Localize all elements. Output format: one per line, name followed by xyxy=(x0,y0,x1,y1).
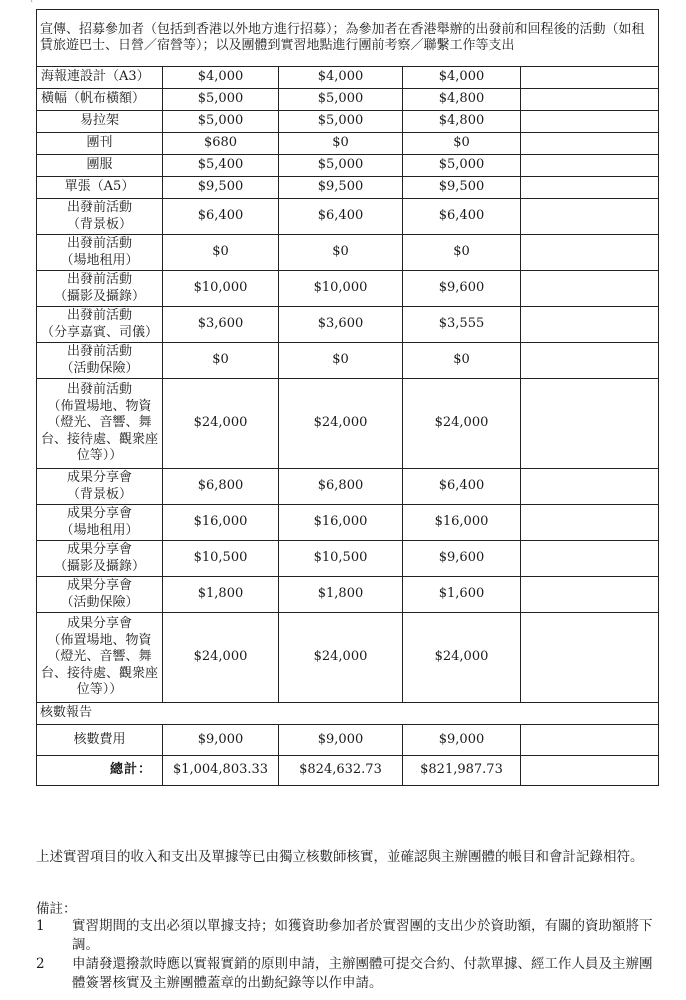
table-row xyxy=(37,725,659,756)
blank-cell xyxy=(521,505,659,541)
note-number: 1 xyxy=(36,918,45,934)
amount-cell: $9,000 xyxy=(403,725,521,756)
item-name-cell: 出發前活動 （佈置場地、物資 （燈光、音響、舞 台、接待處、觀衆座 位等）） xyxy=(37,379,163,469)
blank-cell xyxy=(521,177,659,199)
blank-cell xyxy=(521,111,659,133)
section-title: 核數報告 xyxy=(37,703,659,725)
amount-cell: $3,555 xyxy=(403,307,521,343)
amount-cell: $0 xyxy=(279,343,403,379)
item-name-cell: 成果分享會 （背景板） xyxy=(37,469,163,505)
table-row xyxy=(37,613,659,703)
blank-cell xyxy=(521,469,659,505)
table-row xyxy=(37,177,659,199)
table-row xyxy=(37,379,659,469)
amount-cell: $9,500 xyxy=(279,177,403,199)
amount-cell: $10,500 xyxy=(279,541,403,577)
amount-cell: $3,600 xyxy=(163,307,279,343)
section-row xyxy=(37,703,659,725)
amount-cell: $5,000 xyxy=(163,111,279,133)
blank-cell xyxy=(521,613,659,703)
blank-cell xyxy=(521,199,659,235)
amount-cell: $6,400 xyxy=(163,199,279,235)
amount-cell: $0 xyxy=(163,343,279,379)
item-name-cell: 成果分享會 （佈置場地、物資 （燈光、音響、舞 台、接待處、觀衆座 位等）） xyxy=(37,613,163,703)
amount-cell: $24,000 xyxy=(163,613,279,703)
table-row xyxy=(37,541,659,577)
amount-cell: $10,000 xyxy=(279,271,403,307)
blank-cell xyxy=(521,307,659,343)
amount-cell: $4,800 xyxy=(403,89,521,111)
amount-cell: $24,000 xyxy=(279,379,403,469)
amount-cell: $9,000 xyxy=(163,725,279,756)
amount-cell: $0 xyxy=(279,133,403,155)
amount-cell: $16,000 xyxy=(403,505,521,541)
amount-cell: $1,800 xyxy=(279,577,403,613)
audit-statement: 上述實習項目的收入和支出及單據等已由獨立核數師核實，並確認與主辦團體的帳目和會計記錄相符。 xyxy=(36,849,644,865)
amount-cell: $5,000 xyxy=(403,155,521,177)
amount-cell: $4,800 xyxy=(403,111,521,133)
table-row xyxy=(37,155,659,177)
amount-cell: $24,000 xyxy=(403,379,521,469)
item-name-cell: 出發前活動 （背景板） xyxy=(37,199,163,235)
note-number: 2 xyxy=(36,956,45,972)
total-amount: $1,004,803.33 xyxy=(163,756,279,786)
amount-cell: $5,000 xyxy=(279,155,403,177)
amount-cell: $4,000 xyxy=(163,67,279,89)
amount-cell: $6,800 xyxy=(279,469,403,505)
total-amount: $821,987.73 xyxy=(403,756,521,786)
amount-cell: $0 xyxy=(163,235,279,271)
amount-cell: $0 xyxy=(403,133,521,155)
blank-cell xyxy=(521,756,659,786)
item-name-cell: 橫幅（帆布橫額） xyxy=(37,89,163,111)
blank-cell xyxy=(521,133,659,155)
total-row xyxy=(37,756,659,786)
amount-cell: $0 xyxy=(279,235,403,271)
amount-cell: $10,000 xyxy=(163,271,279,307)
amount-cell: $24,000 xyxy=(279,613,403,703)
amount-cell: $0 xyxy=(403,343,521,379)
blank-cell xyxy=(521,155,659,177)
amount-cell: $1,600 xyxy=(403,577,521,613)
table-row xyxy=(37,343,659,379)
amount-cell: $9,600 xyxy=(403,541,521,577)
amount-cell: $9,600 xyxy=(403,271,521,307)
item-name-cell: 易拉架 xyxy=(37,111,163,133)
item-name-cell: 成果分享會 （場地租用） xyxy=(37,505,163,541)
blank-cell xyxy=(521,577,659,613)
total-label: 總計： xyxy=(37,756,163,786)
amount-cell: $680 xyxy=(163,133,279,155)
amount-cell: $3,600 xyxy=(279,307,403,343)
item-name-cell: 核數費用 xyxy=(37,725,163,756)
amount-cell: $9,500 xyxy=(403,177,521,199)
blank-cell xyxy=(521,343,659,379)
item-name-cell: 出發前活動 （分享嘉賓、司儀） xyxy=(37,307,163,343)
blank-cell xyxy=(521,235,659,271)
amount-cell: $1,800 xyxy=(163,577,279,613)
table-row xyxy=(37,235,659,271)
item-name-cell: 海報連設計（A3） xyxy=(37,67,163,89)
note-text: 申請發還撥款時應以實報實銷的原則申請，主辦團體可提交合約、付款單據、經工作人員及主辦團體簽署核實及主辦團體蓋章的出勤紀錄等以作申請。 xyxy=(72,956,653,991)
table-row xyxy=(37,271,659,307)
amount-cell: $10,500 xyxy=(163,541,279,577)
amount-cell: $6,400 xyxy=(403,199,521,235)
table-row xyxy=(37,89,659,111)
amount-cell: $4,000 xyxy=(403,67,521,89)
blank-cell xyxy=(521,379,659,469)
note-text: 實習期間的支出必須以單據支持；如獲資助參加者於實習團的支出少於資助額，有關的資助額將下調。 xyxy=(72,918,653,953)
item-name-cell: 團刊 xyxy=(37,133,163,155)
item-name-cell: 團服 xyxy=(37,155,163,177)
table-row xyxy=(37,307,659,343)
table-row xyxy=(37,469,659,505)
item-name-cell: 出發前活動 （場地租用） xyxy=(37,235,163,271)
table-row xyxy=(37,111,659,133)
item-name-cell: 成果分享會 （活動保險） xyxy=(37,577,163,613)
amount-cell: $9,500 xyxy=(163,177,279,199)
table-row xyxy=(37,199,659,235)
blank-cell xyxy=(521,89,659,111)
blank-cell xyxy=(521,725,659,756)
table-row xyxy=(37,133,659,155)
blank-cell xyxy=(521,541,659,577)
amount-cell: $5,000 xyxy=(279,89,403,111)
expense-table xyxy=(36,9,659,786)
amount-cell: $6,800 xyxy=(163,469,279,505)
amount-cell: $4,000 xyxy=(279,67,403,89)
amount-cell: $24,000 xyxy=(403,613,521,703)
amount-cell: $0 xyxy=(403,235,521,271)
amount-cell: $24,000 xyxy=(163,379,279,469)
total-amount: $824,632.73 xyxy=(279,756,403,786)
table-header-row xyxy=(37,10,659,67)
scan-mark: ` xyxy=(30,0,34,9)
notes-title: 備註： xyxy=(36,901,77,917)
amount-cell: $6,400 xyxy=(279,199,403,235)
item-name-cell: 單張（A5） xyxy=(37,177,163,199)
amount-cell: $6,400 xyxy=(403,469,521,505)
item-name-cell: 出發前活動 （攝影及攝錄） xyxy=(37,271,163,307)
header-description: 宣傳、招募參加者（包括到香港以外地方進行招募）；為參加者在香港舉辦的出發前和回程後的活動（如租賃旅遊巴士、日營／宿營等）；以及團體到實習地點進行團前考察／聯繫工作等支出 xyxy=(37,10,659,67)
amount-cell: $16,000 xyxy=(163,505,279,541)
table-row xyxy=(37,505,659,541)
blank-cell xyxy=(521,271,659,307)
amount-cell: $16,000 xyxy=(279,505,403,541)
item-name-cell: 出發前活動 （活動保險） xyxy=(37,343,163,379)
amount-cell: $5,000 xyxy=(279,111,403,133)
item-name-cell: 成果分享會 （攝影及攝錄） xyxy=(37,541,163,577)
blank-cell xyxy=(521,67,659,89)
amount-cell: $9,000 xyxy=(279,725,403,756)
amount-cell: $5,400 xyxy=(163,155,279,177)
amount-cell: $5,000 xyxy=(163,89,279,111)
table-row xyxy=(37,67,659,89)
table-row xyxy=(37,577,659,613)
